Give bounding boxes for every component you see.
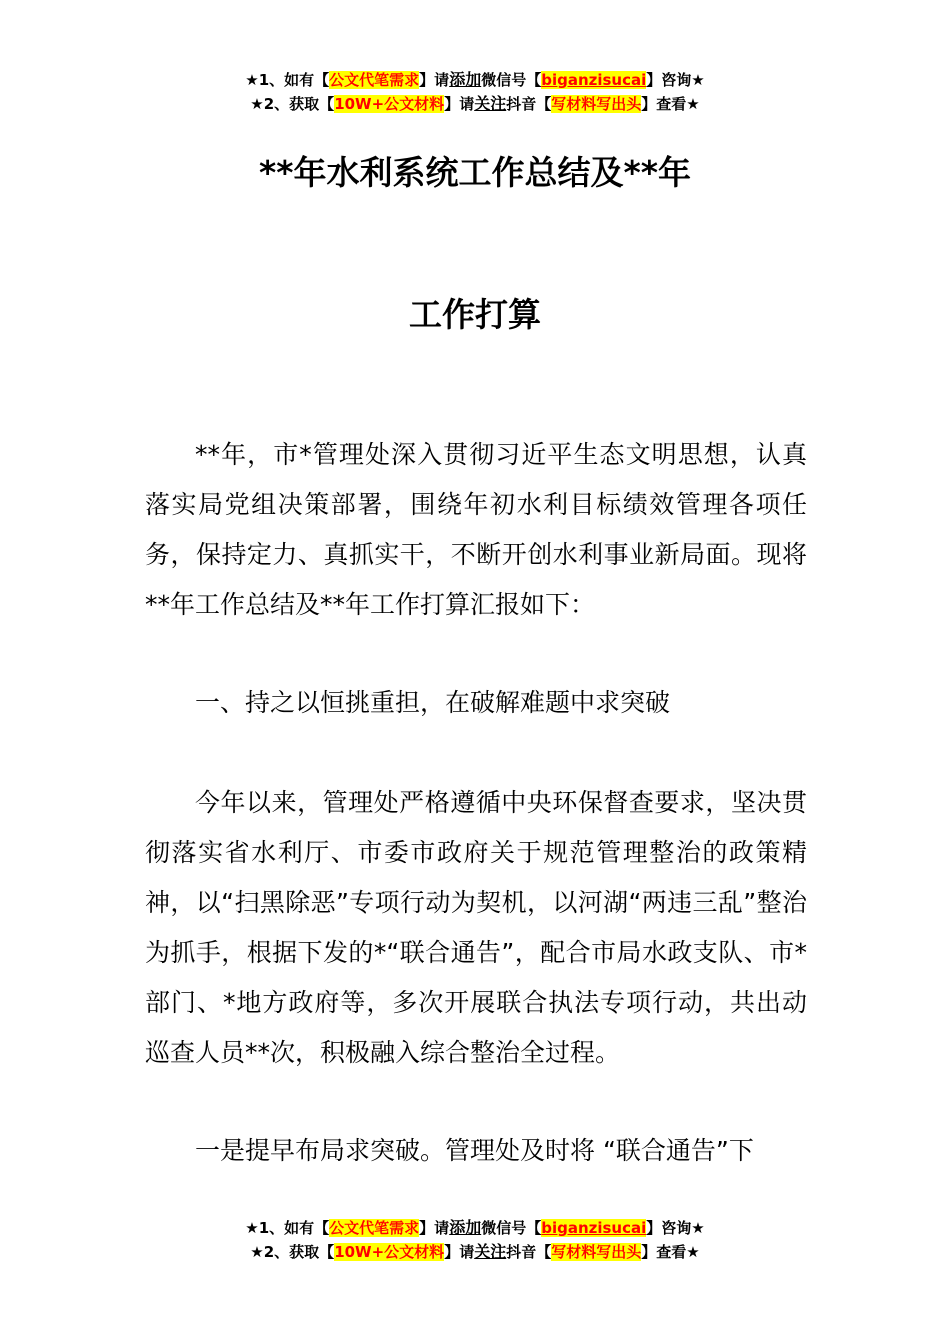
emphasis-text: 添加: [449, 1218, 482, 1237]
banner-text: 】咨询★: [646, 71, 705, 89]
emphasis-text: 添加: [449, 70, 482, 89]
banner-text: ★1、如有【: [245, 1219, 330, 1237]
banner-text: 】请: [419, 1219, 450, 1237]
paragraph-body-2: [145, 1126, 807, 1176]
banner-text: 抖音【: [506, 95, 552, 113]
banner-line-2: [0, 92, 950, 116]
section-heading-1: [145, 678, 807, 728]
wechat-id-link[interactable]: biganzisucai: [541, 71, 647, 89]
banner-text: 微信号【: [481, 71, 542, 89]
banner-text: ★2、获取【: [250, 95, 335, 113]
banner-line-1: [0, 1216, 950, 1240]
highlight-text: 10W+公文材料: [334, 95, 445, 113]
banner-text: ★2、获取【: [250, 1243, 335, 1261]
highlight-text: 公文代笔需求: [329, 1219, 420, 1237]
banner-text: 】请: [419, 71, 450, 89]
highlight-text: 公文代笔需求: [329, 71, 420, 89]
banner-line-1: [0, 68, 950, 92]
wechat-id-link[interactable]: biganzisucai: [541, 1219, 647, 1237]
banner-text: 】请: [444, 95, 475, 113]
emphasis-text: 关注: [474, 1242, 507, 1261]
banner-text: 】查看★: [641, 1243, 700, 1261]
banner-text: 微信号【: [481, 1219, 542, 1237]
banner-text: 】查看★: [641, 95, 700, 113]
header-banner: [0, 68, 950, 116]
highlight-text: 写材料写出头: [551, 1243, 642, 1261]
banner-text: 】咨询★: [646, 1219, 705, 1237]
banner-text: 抖音【: [506, 1243, 552, 1261]
paragraph-text: 今年以来，管理处严格遵循中央环保督查要求，坚决贯彻落实省水利厅、市委市政府关于规范管理整治的政策精神，以“扫黑除恶”专项行动为契机，以河湖“两违三乱”整治为抓手，根据下发的*“联合通告”，配合市局水政支队、市*部门、*地方政府等，多次开展联合执法专项行动，共出动巡查人员**次，积极融入综合整治全过程。: [145, 788, 807, 1067]
highlight-text: 10W+公文材料: [334, 1243, 445, 1261]
banner-text: 】请: [444, 1243, 475, 1261]
paragraph-body-1: [145, 778, 807, 1078]
paragraph-text: **年，市*管理处深入贯彻习近平生态文明思想，认真落实局党组决策部署，围绕年初水利目标绩效管理各项任务，保持定力、真抓实干，不断开创水利事业新局面。现将**年工作总结及**年工作打算汇报如下：: [145, 440, 807, 619]
footer-banner: [0, 1216, 950, 1264]
paragraph-text: 一是提早布局求突破。管理处及时将 “联合通告”下: [195, 1136, 754, 1165]
section-heading-text: 一、持之以恒挑重担，在破解难题中求突破: [195, 688, 671, 717]
banner-line-2: [0, 1240, 950, 1264]
highlight-text: 写材料写出头: [551, 95, 642, 113]
document-title-line-1: **年水利系统工作总结及**年: [258, 153, 692, 192]
banner-text: ★1、如有【: [245, 71, 330, 89]
paragraph-intro: [145, 430, 807, 630]
document-title-line-2: 工作打算: [409, 295, 541, 334]
emphasis-text: 关注: [474, 94, 507, 113]
